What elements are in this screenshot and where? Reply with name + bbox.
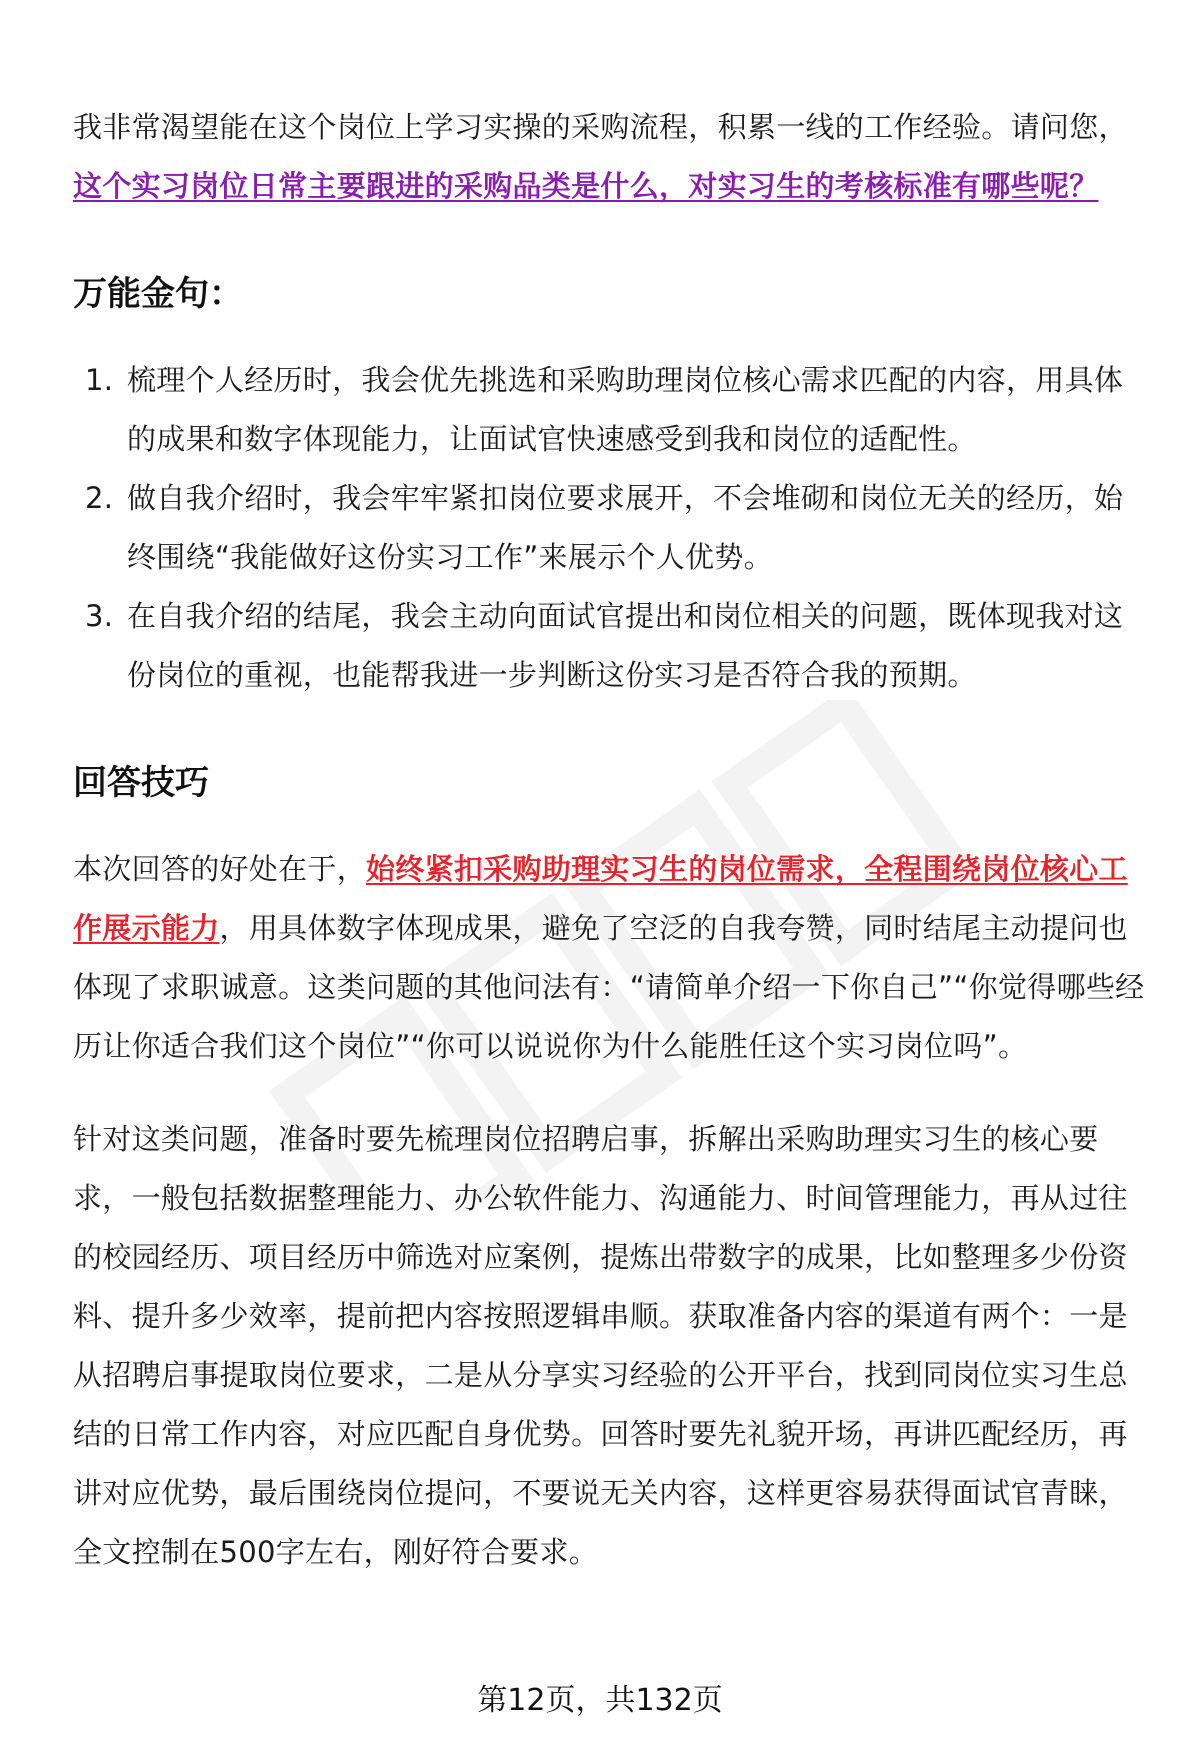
intro-highlight: 这个实习岗位日常主要跟进的采购品类是什么，对实习生的考核标准有哪些呢？ [73,169,1099,203]
list-item-text: 梳理个人经历时，我会优先挑选和采购助理岗位核心需求匹配的内容，用具体的成果和数字体现能力，让面试官快速感受到我和岗位的适配性。 [127,363,1124,456]
jinju-list [73,351,1145,705]
paragraph-gap [73,1076,1145,1110]
jiqiao-text-after: ，用具体数字体现成果，避免了空泛的自我夸赞，同时结尾主动提问也体现了求职诚意。这类问题的其他问法有：“请简单介绍一下你自己”“你觉得哪些经历让你适合我们这个岗位”“你可以说说你为什么能胜任这个实习岗位吗”。 [73,911,1145,1063]
page-number: 第12页，共132页 [477,1683,723,1718]
section-title-jinju: 万能金句： [73,274,243,314]
list-item-text: 在自我介绍的结尾，我会主动向面试官提出和岗位相关的问题，既体现我对这份岗位的重视，也能帮我进一步判断这份实习是否符合我的预期。 [127,599,1124,692]
list-item-text: 做自我介绍时，我会牢牢紧扣岗位要求展开，不会堆砌和岗位无关的经历，始终围绕“我能做好这份实习工作”来展示个人优势。 [127,481,1124,574]
jiqiao-highlight: 始终紧扣采购助理实习生的岗位需求，全程围绕岗位核心工作展示能力 [73,852,1128,945]
jiqiao-paragraph-2: 针对这类问题，准备时要先梳理岗位招聘启事，拆解出采购助理实习生的核心要求，一般包括数据整理能力、办公软件能力、沟通能力、时间管理能力，再从过往的校园经历、项目经历中筛选对应案例，提炼出带数字的成果，比如整理多少份资料、提升多少效率，提前把内容按照逻辑串顺。获取准备内容的渠道有两个：一是从招聘启事提取岗位要求，二是从分享实习经验的公开平台，找到同岗位实习生总结的日常工作内容，对应匹配自身优势。回答时要先礼貌开场，再讲匹配经历，再讲对应优势，最后围绕岗位提问，不要说无关内容，这样更容易获得面试官青睐，全文控制在500字左右，刚好符合要求。 [73,1122,1128,1569]
document-content [73,98,1145,1582]
intro-paragraph [73,98,1145,216]
list-item [73,351,1145,469]
list-item [73,469,1145,587]
list-item-number: 3. [85,599,114,633]
section-title-jiqiao: 回答技巧 [73,763,209,803]
jiqiao-paragraph-1 [73,840,1145,1076]
list-item [73,587,1145,705]
jiqiao-text-before: 本次回答的好处在于， [73,852,367,886]
intro-text: 我非常渴望能在这个岗位上学习实操的采购流程，积累一线的工作经验。请问您， [73,110,1128,144]
list-item-number: 1. [85,363,114,397]
list-item-number: 2. [85,481,114,515]
